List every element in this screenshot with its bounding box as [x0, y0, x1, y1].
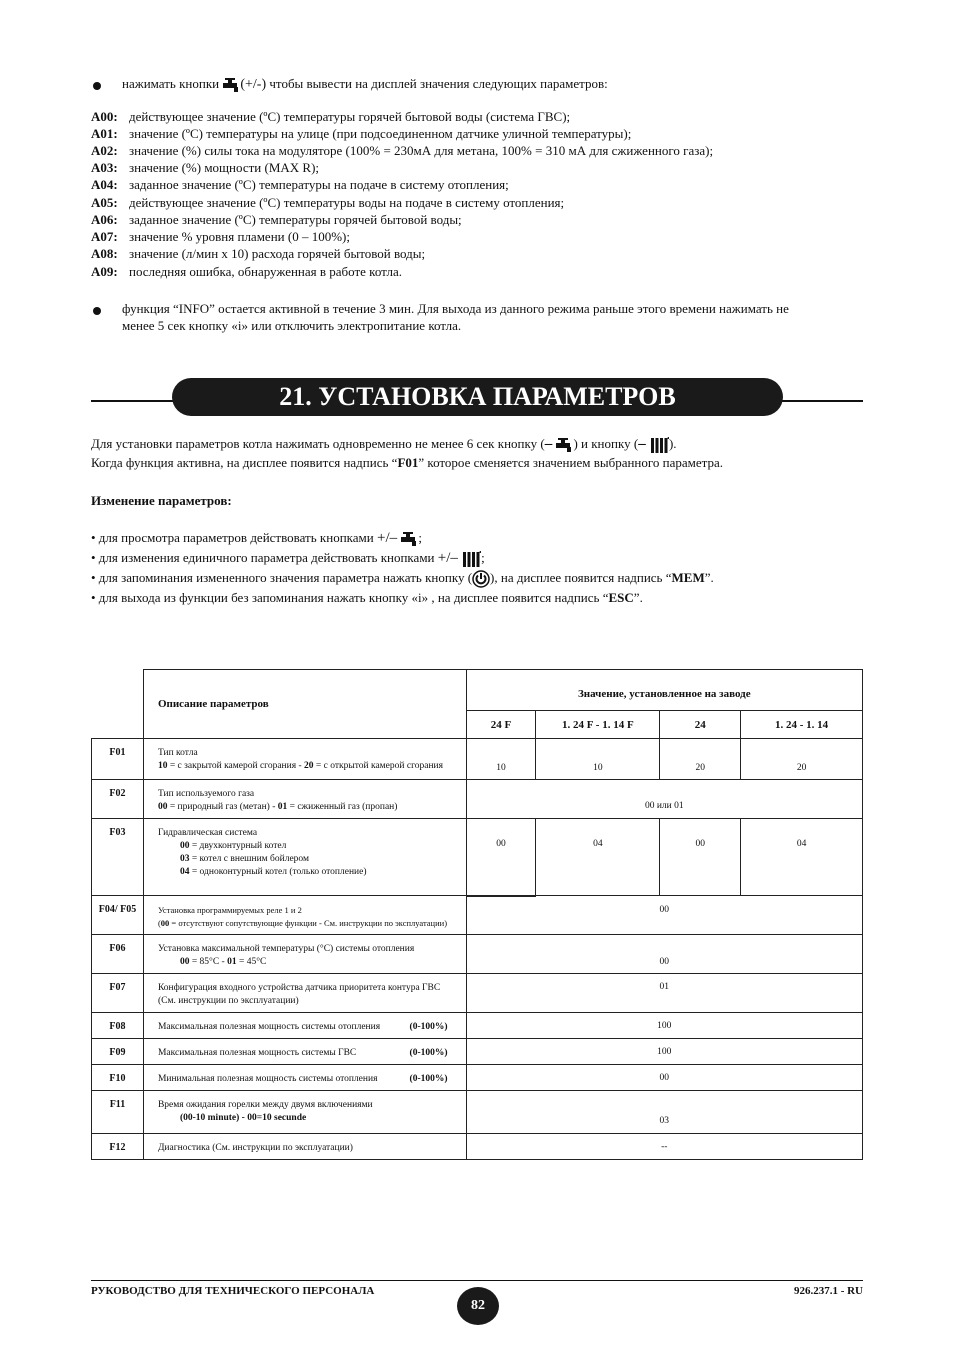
- table-row: [92, 780, 863, 819]
- title-rule-left: [91, 400, 181, 402]
- param-desc: Гидравлическая система 00 = двухконтурный котел 03 = котел с внешним бойлером 04 = одноконтурный котел (только отопление): [143, 819, 466, 896]
- param-code: F09: [92, 1039, 144, 1065]
- param-desc: Максимальная полезная мощность системы ГВС (0-100%): [143, 1039, 466, 1065]
- tap-icon: [222, 78, 240, 92]
- a-param-5: A05: действующее значение (ºC) температуры воды на подаче в систему отопления;: [91, 195, 565, 210]
- model-header: 1. 24 - 1. 14: [741, 711, 863, 739]
- param-value: 00: [466, 819, 536, 896]
- param-value: 100: [466, 1013, 862, 1039]
- page-number: 82: [457, 1287, 499, 1325]
- param-code: F12: [92, 1134, 144, 1160]
- a-param-1: A01: значение (ºC) температуры на улице (при подсоединенном датчике уличной температуры);: [91, 126, 632, 141]
- param-code: F10: [92, 1065, 144, 1091]
- info-line-1: функция “INFO” остается активной в течение 3 мин. Для выхода из данного режима раньше этого времени нажимать не: [122, 301, 789, 316]
- param-value: 20: [741, 739, 863, 780]
- table-row: [92, 1091, 863, 1134]
- parameters-table: [91, 669, 863, 1160]
- param-desc: Конфигурация входного устройства датчика приоритета контура ГВС (См. инструкции по эксплуатации): [143, 974, 466, 1013]
- change-heading: Изменение параметров:: [91, 493, 232, 508]
- factory-header: Значение, установленное на заводе: [466, 670, 862, 711]
- intro-pm: (+/-): [240, 77, 267, 92]
- param-value: 01: [466, 974, 862, 1013]
- a-param-8: A08: значение (л/мин x 10) расхода горячей бытовой воды;: [91, 246, 426, 261]
- title-rule-right: [775, 400, 863, 402]
- table-row: [92, 1039, 863, 1065]
- model-header: 24 F: [466, 711, 536, 739]
- param-value: 04: [536, 819, 660, 896]
- param-desc: Тип котла 10 = с закрытой камерой сгорания - 20 = с открытой камерой сгорания: [143, 739, 466, 780]
- intro-pre: нажимать кнопки: [122, 76, 220, 91]
- param-value: 00 или 01: [466, 780, 862, 819]
- footer-left: РУКОВОДСТВО ДЛЯ ТЕХНИЧЕСКОГО ПЕРСОНАЛА: [91, 1285, 375, 1297]
- intro-line: [122, 75, 608, 93]
- radiator-icon: [461, 551, 481, 567]
- desc-header: Описание параметров: [143, 670, 466, 739]
- model-header: 24: [660, 711, 741, 739]
- change-item-2: • для изменения единичного параметра действовать кнопками +/– ;: [91, 550, 485, 566]
- model-header: 1. 24 F - 1. 14 F: [536, 711, 660, 739]
- info-line-2: менее 5 сек кнопку «i» или отключить электропитание котла.: [122, 318, 462, 333]
- table-row: [92, 935, 863, 974]
- param-value: --: [466, 1134, 862, 1160]
- param-desc: Минимальная полезная мощность системы отопления (0-100%): [143, 1065, 466, 1091]
- empty-corner: [92, 670, 144, 739]
- param-desc: Время ожидания горелки между двумя включениями (00-10 minute) - 00=10 secunde: [143, 1091, 466, 1134]
- footer-rule: [91, 1280, 863, 1281]
- param-code: F08: [92, 1013, 144, 1039]
- radiator-icon: [649, 437, 669, 453]
- table-row: [92, 819, 863, 896]
- a-param-6: A06: заданное значение (ºC) температуры горячей бытовой воды;: [91, 212, 462, 227]
- param-desc: Установка программируемых реле 1 и 2 (00 = отсутствуют сопутствующие функции - См. инструкции по эксплуатации): [143, 896, 466, 935]
- table-row: [92, 1013, 863, 1039]
- table-row: [92, 896, 863, 935]
- param-value: 00: [466, 935, 862, 974]
- a-param-4: A04: заданное значение (ºC) температуры на подаче в систему отопления;: [91, 177, 509, 192]
- intro-post: чтобы вывести на дисплей значения следующих параметров:: [269, 76, 608, 91]
- param-value: 10: [466, 739, 536, 780]
- tap-icon: [555, 438, 573, 452]
- section-title: 21. УСТАНОВКА ПАРАМЕТРОВ: [172, 378, 783, 416]
- a-param-2: A02: значение (%) силы тока на модуляторе (100% = 230мА для метана, 100% = 310 мА для сжиженного газа);: [91, 143, 714, 158]
- a-param-7: A07: значение % уровня пламени (0 – 100%);: [91, 229, 350, 244]
- param-value: 00: [466, 1065, 862, 1091]
- change-item-1: • для просмотра параметров действовать кнопками +/– ;: [91, 530, 422, 546]
- power-icon: [472, 570, 490, 588]
- param-code: F04/ F05: [92, 896, 144, 935]
- bullet-dot: [93, 82, 101, 90]
- a-param-9: A09: последняя ошибка, обнаруженная в работе котла.: [91, 264, 403, 279]
- tap-icon: [400, 532, 418, 546]
- table-row: [92, 739, 863, 780]
- param-desc: Диагностика (См. инструкции по эксплуатации): [143, 1134, 466, 1160]
- change-item-3: • для запоминания измененного значения параметра нажать кнопку ( ), на дисплее появится надпись “MEM”.: [91, 570, 714, 588]
- a-param-3: A03: значение (%) мощности (MAX R);: [91, 160, 320, 175]
- table-row: [92, 1065, 863, 1091]
- param-code: F11: [92, 1091, 144, 1134]
- table-row: [92, 1134, 863, 1160]
- param-value: 00: [660, 819, 741, 896]
- param-code: F01: [92, 739, 144, 780]
- param-desc: Максимальная полезная мощность системы отопления (0-100%): [143, 1013, 466, 1039]
- bullet-dot: [93, 307, 101, 315]
- param-value: 03: [466, 1091, 862, 1134]
- param-desc: Тип используемого газа 00 = природный газ (метан) - 01 = сжиженный газ (пропан): [143, 780, 466, 819]
- setup-line-1: Для установки параметров котла нажимать одновременно не менее 6 сек кнопку (– ) и кнопку (– ).: [91, 436, 677, 452]
- param-code: F03: [92, 819, 144, 896]
- param-desc: Установка максимальной температуры (°C) системы отопления 00 = 85°C - 01 = 45°C: [143, 935, 466, 974]
- setup-line-2: Когда функция активна, на дисплее появится надпись “F01” которое сменяется значением выбранного параметра.: [91, 455, 723, 470]
- param-value: 00: [466, 896, 862, 935]
- param-code: F06: [92, 935, 144, 974]
- a-param-0: A00: действующее значение (ºC) температуры горячей бытовой воды (система ГВС);: [91, 109, 571, 124]
- param-value: 10: [536, 739, 660, 780]
- minus-sign: –: [638, 436, 646, 452]
- change-item-4: • для выхода из функции без запоминания нажать кнопку «i» , на дисплее появится надпись “ESC”.: [91, 590, 643, 605]
- param-value: 20: [660, 739, 741, 780]
- footer-right: 926.237.1 - RU: [793, 1285, 863, 1297]
- param-code: F02: [92, 780, 144, 819]
- param-value: 100: [466, 1039, 862, 1065]
- table-row: [92, 974, 863, 1013]
- minus-sign: –: [544, 436, 553, 452]
- param-value: 04: [741, 819, 863, 896]
- param-code: F07: [92, 974, 144, 1013]
- info-note: [122, 300, 789, 334]
